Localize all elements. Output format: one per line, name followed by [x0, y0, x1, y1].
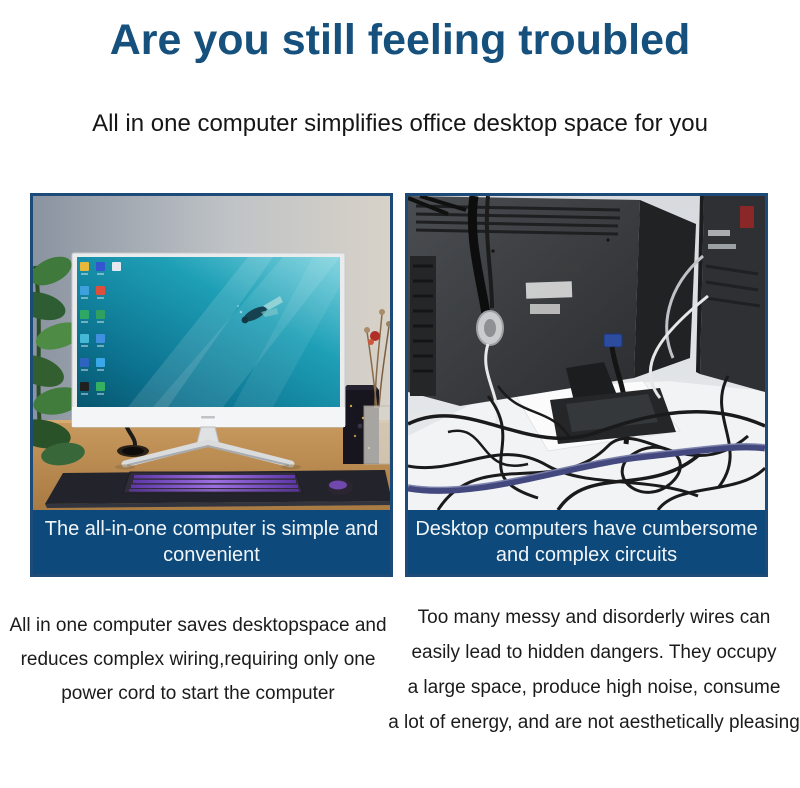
- aio-caption-bar: [33, 510, 390, 574]
- desktop-panel: [405, 193, 768, 577]
- desktop-caption-bar: [408, 510, 765, 574]
- desktop-caption-line1: Desktop computers have cumbersome: [415, 518, 758, 540]
- aio-monitor: [72, 253, 345, 427]
- aio-description-line2: reduces complex wiring,requiring only one: [20, 649, 376, 670]
- aio-caption-line2: convenient: [163, 544, 260, 566]
- page-title: Are you still feeling troubled: [109, 16, 691, 64]
- aio-photo: [33, 196, 390, 510]
- desktop-description-line4: a lot of energy, and are not aesthetically pleasing: [388, 712, 800, 733]
- desktop-photo: [408, 196, 765, 510]
- desktop-caption-line2: and complex circuits: [495, 544, 678, 566]
- keyboard: [123, 472, 303, 493]
- rating-sticker: [526, 281, 573, 299]
- page-subtitle: All in one computer simplifies office desktop space for you: [92, 110, 708, 137]
- aio-description-line3: power cord to start the computer: [61, 683, 335, 704]
- desktop-description-line3: a large space, produce high noise, consume: [407, 677, 781, 698]
- desktop-description-line2: easily lead to hidden dangers. They occupy: [411, 642, 777, 663]
- mouse: [327, 479, 353, 495]
- desktop-description-line1: Too many messy and disorderly wires can: [417, 607, 771, 628]
- aio-panel: [30, 193, 393, 577]
- aio-caption-line1: The all-in-one computer is simple and: [44, 518, 379, 540]
- desktop-description: [388, 600, 800, 740]
- aio-description-line1: All in one computer saves desktopspace and: [9, 615, 387, 636]
- aio-description: [0, 609, 396, 711]
